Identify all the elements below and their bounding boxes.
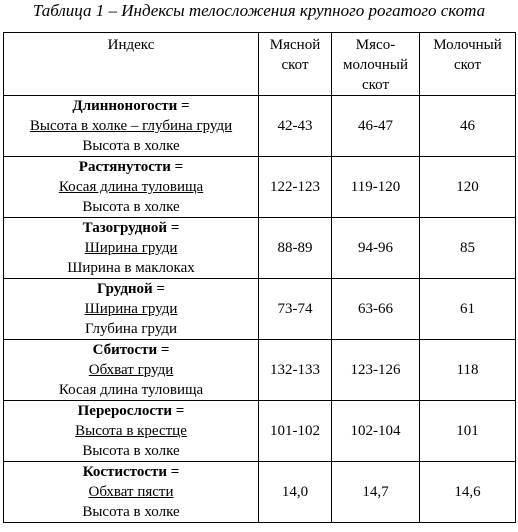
- header-index-label: Индекс: [107, 37, 155, 53]
- index-name: Сбитости =: [92, 342, 170, 358]
- body-indices-table: [3, 32, 516, 523]
- index-formula-cell: [4, 218, 259, 279]
- index-denominator: Ширина в маклоках: [67, 260, 195, 276]
- index-formula-cell: [4, 96, 259, 157]
- index-denominator: Высота в холке: [82, 138, 180, 154]
- index-name: Перерослости =: [77, 403, 185, 419]
- index-numerator: Ширина груди: [84, 301, 178, 317]
- dual-value: 94-96: [332, 218, 420, 279]
- dual-value: 123-126: [332, 340, 420, 401]
- header-dual-line2: молочный: [342, 57, 409, 73]
- table-row: [4, 279, 516, 340]
- dual-value: 46-47: [332, 96, 420, 157]
- header-dairy-line1: Молочный: [433, 37, 502, 53]
- header-meat: [259, 33, 332, 96]
- index-name: Тазогрудной =: [82, 220, 180, 236]
- dual-value: 119-120: [332, 157, 420, 218]
- header-meat-line2: скот: [281, 57, 309, 73]
- index-formula-cell: [4, 279, 259, 340]
- index-name: Растянутости =: [78, 159, 184, 175]
- index-numerator: Обхват пясти: [88, 484, 174, 500]
- index-name: Грудной =: [97, 281, 165, 297]
- index-formula-cell: [4, 401, 259, 462]
- index-numerator: Обхват груди: [88, 362, 174, 378]
- meat-value: 14,0: [259, 462, 332, 523]
- table-caption: Таблица 1 – Индексы телосложения крупного рогатого скота: [32, 1, 486, 20]
- dairy-value: 101: [420, 401, 516, 462]
- header-row: [4, 33, 516, 96]
- meat-value: 101-102: [259, 401, 332, 462]
- index-numerator: Косая длина туловища: [58, 179, 204, 195]
- table-row: [4, 218, 516, 279]
- dairy-value: 14,6: [420, 462, 516, 523]
- table-row: [4, 340, 516, 401]
- meat-value: 132-133: [259, 340, 332, 401]
- table-row: [4, 157, 516, 218]
- index-formula-cell: [4, 340, 259, 401]
- index-formula-cell: [4, 157, 259, 218]
- header-index: [4, 33, 259, 96]
- header-dual: [332, 33, 420, 96]
- meat-value: 73-74: [259, 279, 332, 340]
- dairy-value: 46: [420, 96, 516, 157]
- header-dairy-line2: скот: [453, 57, 482, 73]
- dairy-value: 61: [420, 279, 516, 340]
- header-meat-line1: Мясной: [269, 37, 321, 53]
- meat-value: 122-123: [259, 157, 332, 218]
- dairy-value: 120: [420, 157, 516, 218]
- index-name: Костистости =: [82, 464, 180, 480]
- index-formula-cell: [4, 462, 259, 523]
- dual-value: 14,7: [332, 462, 420, 523]
- dairy-value: 118: [420, 340, 516, 401]
- index-numerator: Высота в крестце: [75, 423, 187, 439]
- dual-value: 102-104: [332, 401, 420, 462]
- header-dual-line1: Мясо-: [355, 37, 396, 53]
- dual-value: 63-66: [332, 279, 420, 340]
- dairy-value: 85: [420, 218, 516, 279]
- header-dual-line3: скот: [361, 77, 390, 93]
- index-denominator: Высота в холке: [82, 504, 180, 520]
- index-denominator: Высота в холке: [82, 199, 180, 215]
- meat-value: 88-89: [259, 218, 332, 279]
- index-name: Длинноногости =: [72, 98, 190, 114]
- table-row: [4, 401, 516, 462]
- header-dairy: [420, 33, 516, 96]
- meat-value: 42-43: [259, 96, 332, 157]
- index-denominator: Глубина груди: [84, 321, 178, 337]
- table-row: [4, 96, 516, 157]
- table-row: [4, 462, 516, 523]
- index-numerator: Высота в холке – глубина груди: [29, 118, 233, 134]
- index-denominator: Высота в холке: [82, 443, 180, 459]
- index-denominator: Косая длина туловища: [58, 382, 204, 398]
- index-numerator: Ширина груди: [84, 240, 178, 256]
